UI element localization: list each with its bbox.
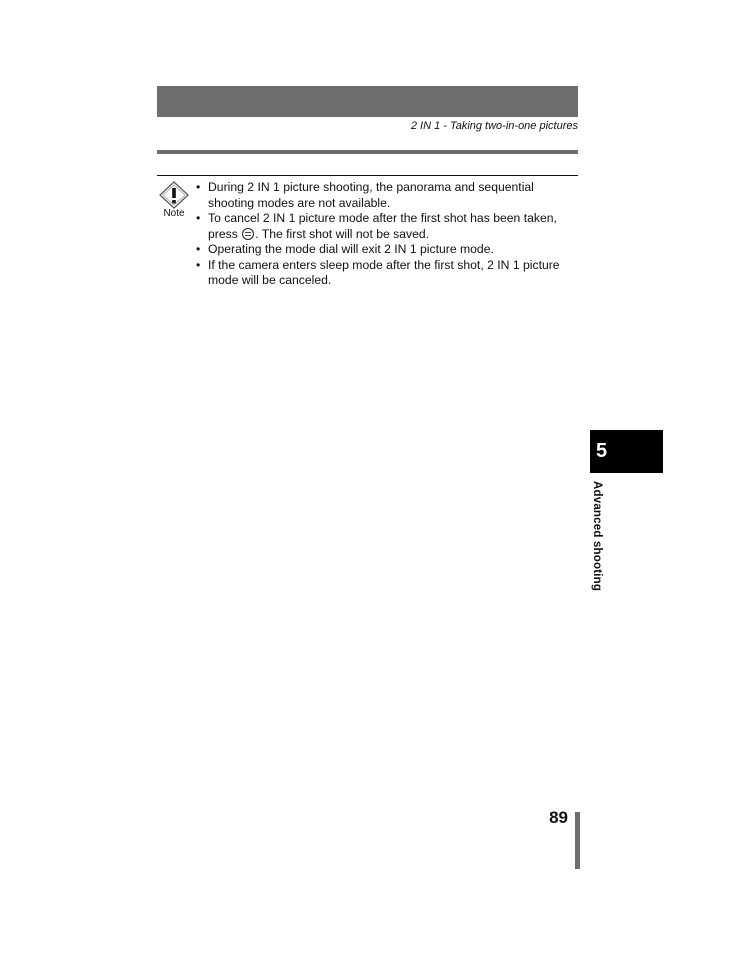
page-number: 89	[549, 808, 568, 827]
note-label: Note	[163, 208, 185, 219]
ok-menu-button-icon	[242, 228, 254, 240]
section-title: 2 IN 1 - Taking two-in-one pictures	[410, 120, 578, 132]
bullet: •	[196, 180, 201, 194]
chapter-side-title	[589, 481, 609, 611]
note-item	[196, 211, 576, 242]
chapter-title: Advanced shooting	[591, 481, 603, 592]
note-item-text-after: . The first shot will not be saved.	[255, 226, 430, 241]
note-divider	[157, 175, 578, 176]
bullet: •	[196, 257, 201, 272]
note-item	[196, 258, 576, 289]
note-item	[196, 242, 576, 258]
page-number-rule	[575, 812, 580, 869]
header-bar	[157, 86, 578, 117]
note-item-text: If the camera enters sleep mode after the first shot, 2 IN 1 picture mode will be canceled.	[208, 257, 560, 287]
note-item	[196, 180, 576, 211]
bullet: •	[196, 211, 201, 225]
chapter-number: 5	[596, 440, 608, 462]
chapter-tab	[590, 430, 663, 473]
note-list	[196, 180, 576, 289]
bullet: •	[196, 242, 201, 256]
note-item-text: Operating the mode dial will exit 2 IN 1 picture mode.	[208, 242, 494, 256]
section-divider	[157, 150, 578, 154]
note-block-icon	[158, 181, 190, 223]
note-item-text-before: To cancel 2 IN 1 picture mode after the first shot has been taken, press	[208, 211, 557, 241]
warning-diamond-icon	[158, 181, 190, 209]
note-item-text: During 2 IN 1 picture shooting, the panorama and sequential shooting modes are not available.	[208, 180, 534, 210]
